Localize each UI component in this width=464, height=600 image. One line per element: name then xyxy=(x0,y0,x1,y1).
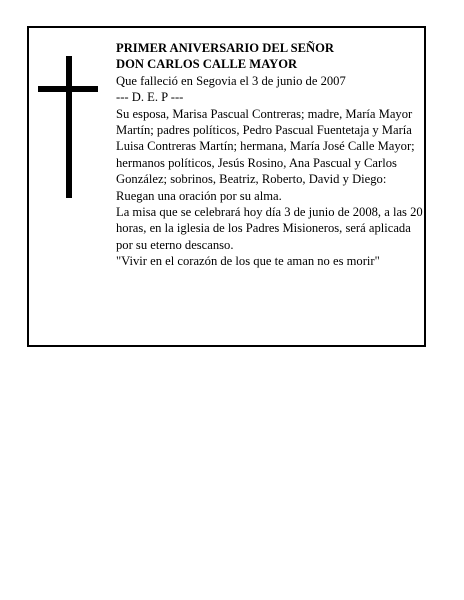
notice-text xyxy=(116,40,426,270)
cross-icon xyxy=(38,56,98,198)
cross-vertical-bar xyxy=(66,56,72,198)
obituary-notice xyxy=(27,26,426,347)
family-list: Su esposa, Marisa Pascual Contreras; madre, María Mayor Martín; padres políticos, Pedro Pascual Fuentetaja y María Luisa Contreras Martín; hermana, María José Calle Mayor; hermanos políticos, Jesús Rosino, Ana Pascual y Carlos González; sobrinos, Beatriz, Roberto, David y Diego: xyxy=(116,106,415,187)
rest-in-peace-line: --- D. E. P --- xyxy=(116,90,184,105)
cross-horizontal-bar xyxy=(38,86,98,92)
closing-quote: "Vivir en el corazón de los que te aman no es morir" xyxy=(116,254,380,269)
notice-title-line-2: DON CARLOS CALLE MAYOR xyxy=(116,57,298,72)
mass-details: La misa que se celebrará hoy día 3 de junio de 2008, a las 20 horas, en la iglesia de los Padres Misioneros, será aplicada por su eterno descanso. xyxy=(116,205,423,252)
death-date-line: Que falleció en Segovia el 3 de junio de 2007 xyxy=(116,73,346,88)
prayer-request: Ruegan una oración por su alma. xyxy=(116,188,282,203)
notice-title-line-1: PRIMER ANIVERSARIO DEL SEÑOR xyxy=(116,41,334,55)
